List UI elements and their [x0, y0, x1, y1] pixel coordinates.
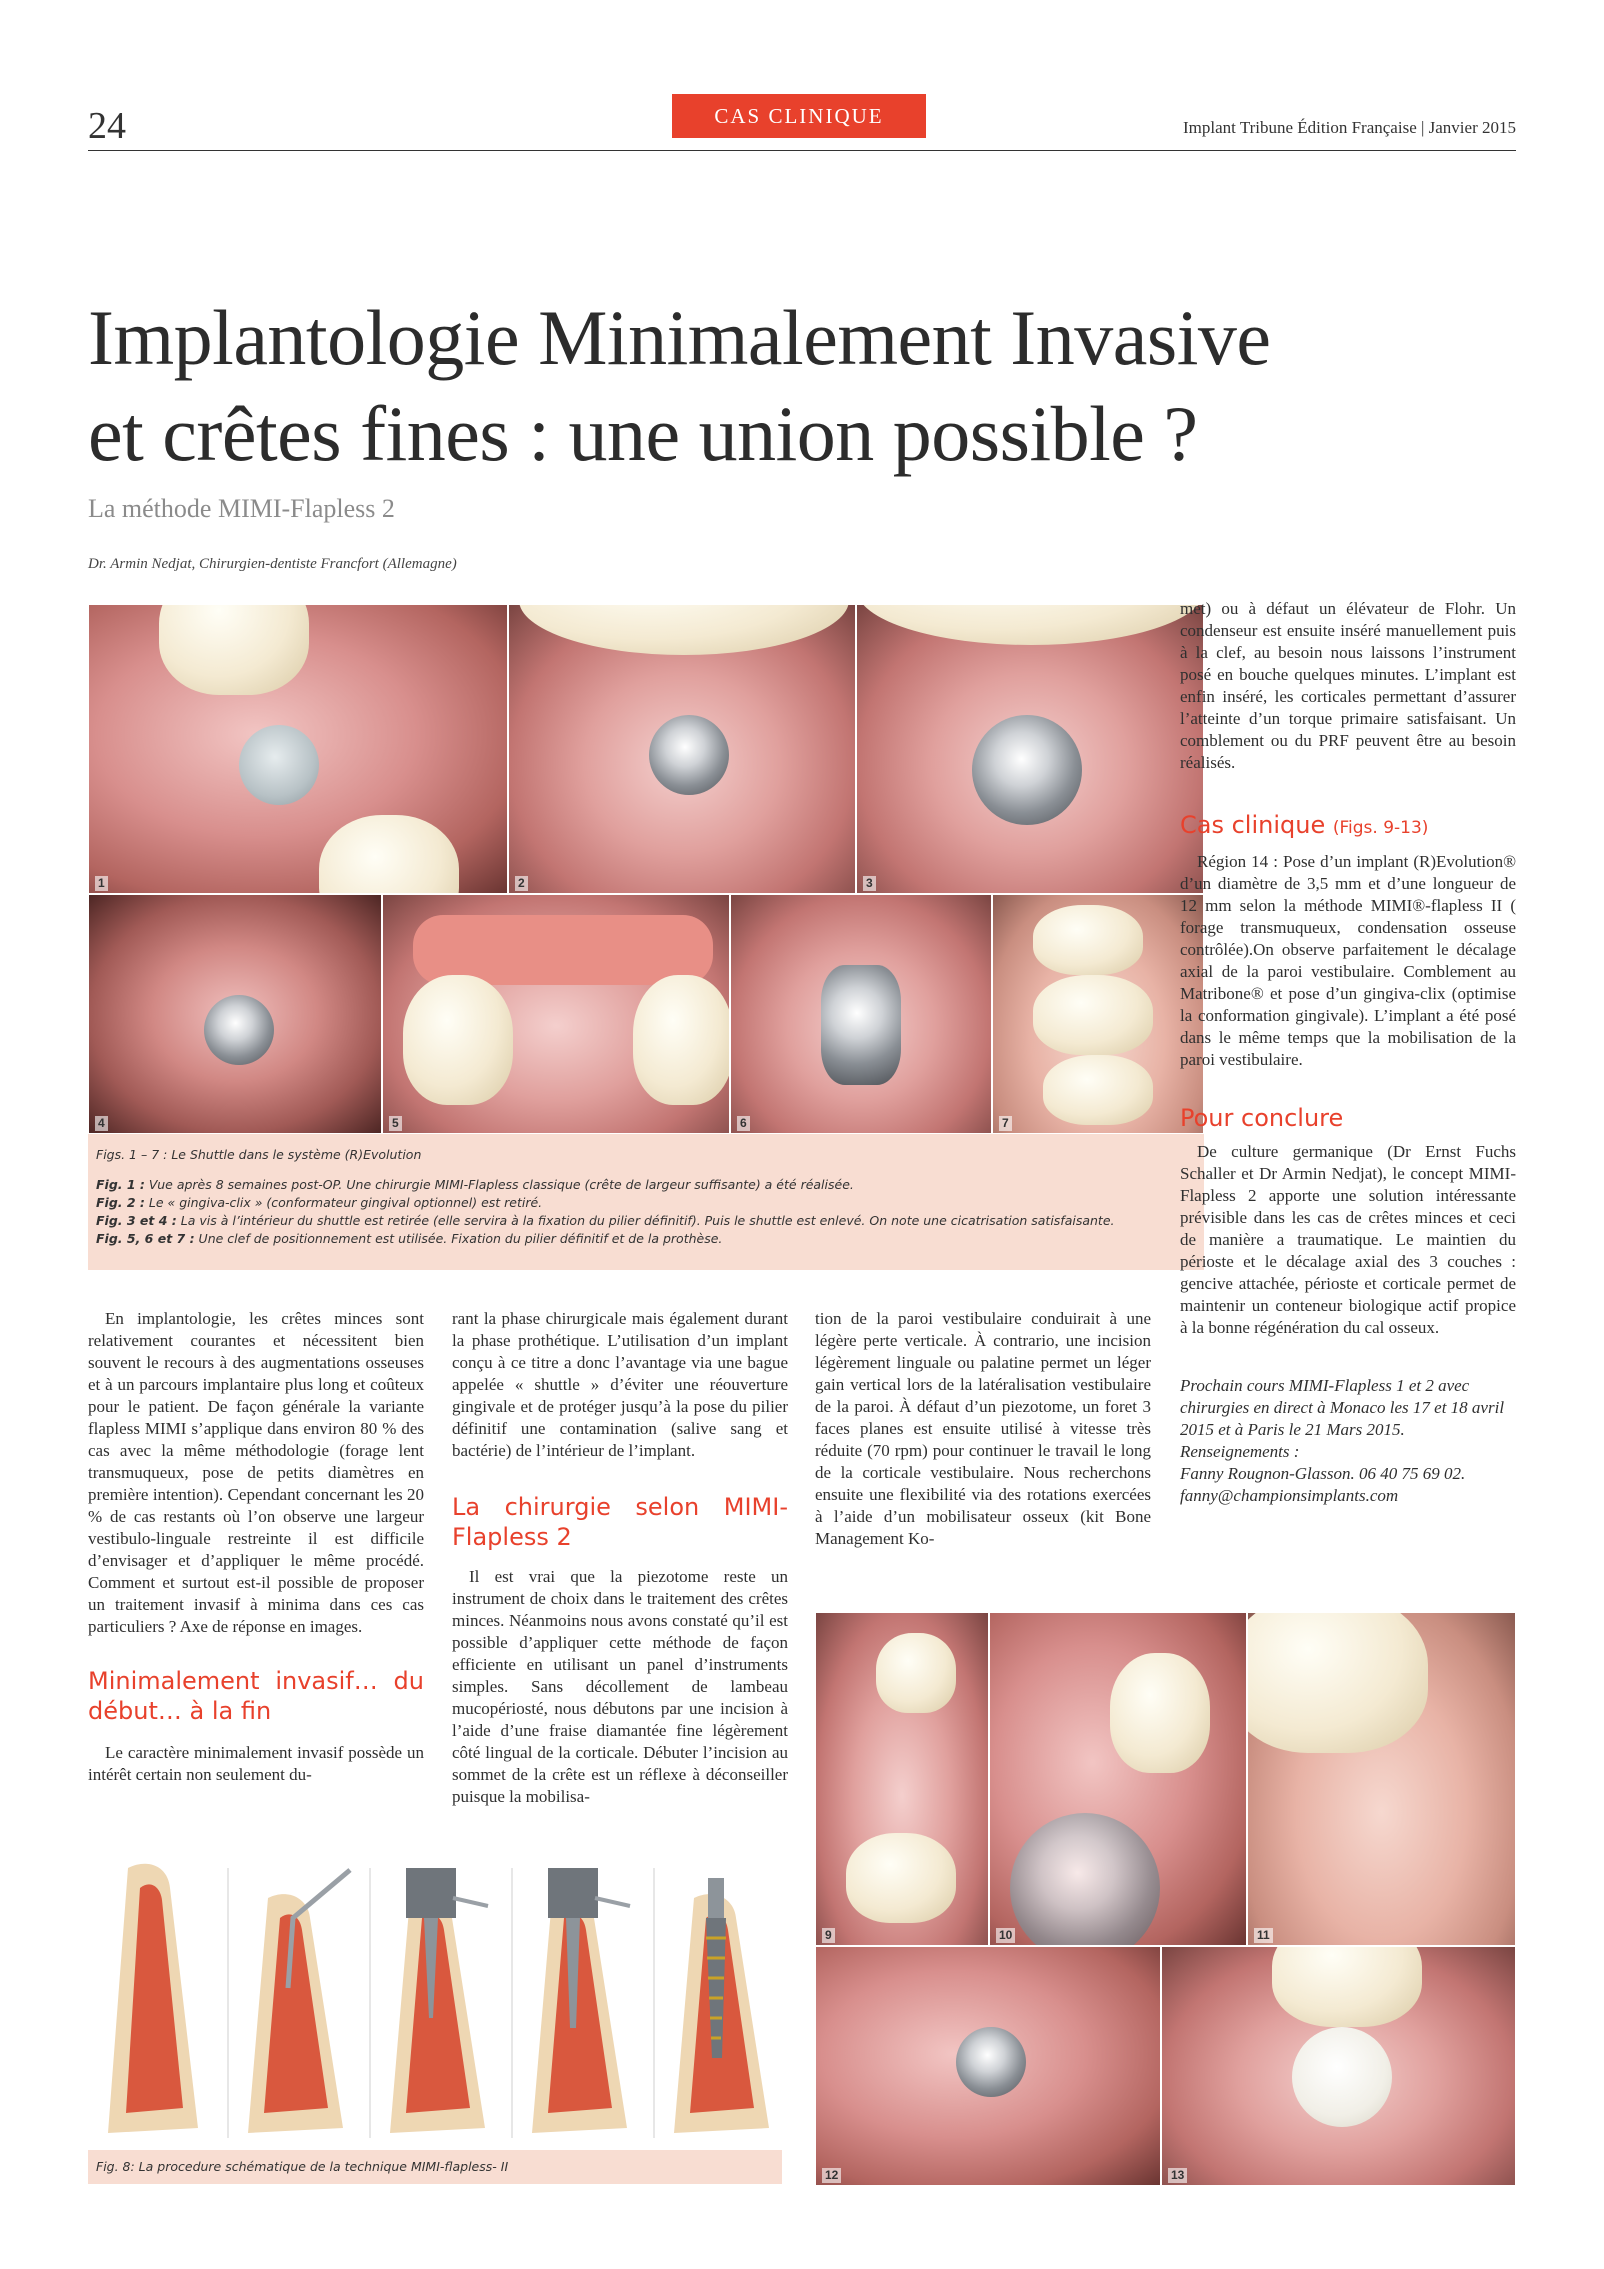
paragraph: Il est vrai que la piezotome reste un instrument de choix dans le traitement des crêtes minces. Néanmoins nous avons constaté qu’il est possible d’appliquer cette méthode de façon efficiente en utilisant un panel d’instruments simples. Sans décollement de lambeau mucopériosté, nous débutons par une incision à l’aide d’une fraise diamantée fine légèrement côté lingual de la corticale. Débuter l’incision au sommet de la crête est un réflexe à déconseiller puisque la mobilisa- — [452, 1567, 788, 1806]
figure-12-photo — [815, 1946, 1161, 2186]
paragraph: Le caractère minimalement invasif possède un intérêt certain non seulement du- — [88, 1743, 424, 1784]
info-line: Renseignements : — [1180, 1442, 1300, 1461]
paragraph: met) ou à défaut un élévateur de Flohr. Un condenseur est ensuite inséré manuellement puis à la clef, au besoin nous laissons l’instrument posé en bouche quelques minutes. L’implant est enfin inséré, les corticales permettant d’assurer l’atteinte d’un torque primaire satisfaisant. Un comblement ou du PRF peuvent être au besoin réalisés. — [1180, 599, 1516, 772]
info-line: Prochain cours MIMI-Flapless 1 et 2 avec chirurgies en direct à Monaco les 17 et 18 avril 2015 et à Paris le 21 Mars 2015. — [1180, 1376, 1505, 1439]
caption-line: Fig. 1 : Vue après 8 semaines post-OP. Une chirurgie MIMI-Flapless classique (crête de largeur suffisante) a été réalisée. — [96, 1177, 854, 1192]
figure-label: 13 — [1168, 2168, 1187, 2183]
course-info — [1180, 1375, 1516, 1507]
title-line-1: Implantologie Minimalement Invasive — [88, 294, 1271, 381]
heading-minimalement: Minimalement invasif… du début… à la fin — [88, 1667, 424, 1725]
caption-line: Fig. 2 : Le « gingiva-clix » (conformateur gingival optionnel) est retiré. — [96, 1195, 543, 1210]
schematic-drawing — [88, 1858, 782, 2150]
figure-9-photo — [815, 1612, 989, 1946]
column-3 — [815, 1308, 1151, 1550]
figure-4-photo — [88, 894, 382, 1134]
column-2 — [452, 1308, 788, 1808]
figure-1-photo — [88, 604, 508, 894]
bone-section-4 — [532, 1868, 630, 2133]
paragraph: tion de la paroi vestibulaire conduirait à une légère perte verticale. À contrario, une incision légèrement linguale ou palatine permet un léger gain vertical lors de la latéralisation vestibulaire de la paroi. À défaut d’un piezotome, un foret 3 faces planes est ensuite utilisé à vitesse très réduite (70 rpm) pour continuer le travail le long de la corticale vestibulaire. Nous recherchons ensuite une flexibilité via des rotations exercées à l’aide d’un mobilisateur osseux (kit Bone Management Ko- — [815, 1309, 1151, 1548]
page-number: 24 — [88, 105, 126, 147]
figure-11-photo — [1247, 1612, 1516, 1946]
figure-label: 2 — [515, 876, 528, 891]
section-tag: CAS CLINIQUE — [672, 94, 926, 138]
figure-8-schematic — [88, 1858, 782, 2150]
paragraph: rant la phase chirurgicale mais également durant la phase prothétique. L’utilisation d’un implant conçu à ce titre a donc l’avantage via une bague appelée « shuttle » d’éviter une réouverture gingivale et de protéger jusqu’à la pose du pilier définitif une contamination (salive sang et bactérie) de l’intérieur de l’implant. — [452, 1309, 788, 1460]
caption-line: Fig. 5, 6 et 7 : Une clef de positionnement est utilisée. Fixation du pilier définitif et de la prothèse. — [96, 1231, 723, 1246]
figure-label: 9 — [822, 1928, 835, 1943]
article-subtitle: La méthode MIMI-Flapless 2 — [88, 494, 395, 523]
figure-label: 5 — [389, 1116, 402, 1131]
figure-label: 12 — [822, 2168, 841, 2183]
column-4 — [1180, 598, 1516, 1507]
figure-label: 11 — [1254, 1928, 1273, 1943]
bone-section-1 — [108, 1864, 198, 2133]
figure-6-photo — [730, 894, 992, 1134]
figure-8-caption: Fig. 8: La procedure schématique de la technique MIMI-flapless- II — [88, 2150, 782, 2184]
paragraph: Région 14 : Pose d’un implant (R)Evolution® d’un diamètre de 3,5 mm et d’une longueur de 12 mm selon la méthode MIMI®-flapless II ( forage transmuqueux, condensation osseuse contrôlée).On observe parfaitement le décalage axial de la paroi vestibulaire. Comblement au Matribone® et pose d’un gingiva-clix (optimise la conformation gingivale). L’implant a été posé dans le même temps que la mobilisation de la paroi vestibulaire. — [1180, 852, 1516, 1069]
article-author: Dr. Armin Nedjat, Chirurgien-dentiste Francfort (Allemagne) — [88, 556, 457, 572]
figure-13-photo — [1161, 1946, 1516, 2186]
figure-label: 7 — [999, 1116, 1012, 1131]
title-line-2: et crêtes fines : une union possible ? — [88, 390, 1198, 477]
bone-section-3 — [390, 1868, 488, 2133]
caption-line: Fig. 3 et 4 : La vis à l’intérieur du shuttle est retirée (elle servira à la fixation du pilier définitif). Puis le shuttle est enlevé. On note une cicatrisation satisfaisante. — [96, 1213, 1115, 1228]
figure-label: 6 — [737, 1116, 750, 1131]
figure-label: 1 — [95, 876, 108, 891]
info-line: Fanny Rougnon-Glasson. 06 40 75 69 02. — [1180, 1464, 1466, 1483]
figure-5-photo — [382, 894, 730, 1134]
column-1 — [88, 1308, 424, 1786]
figure-label: 3 — [863, 876, 876, 891]
heading-pour-conclure: Pour conclure — [1180, 1104, 1344, 1132]
bone-section-5 — [674, 1878, 769, 2133]
figures-1-7-caption — [88, 1134, 1204, 1270]
figure-3-photo — [856, 604, 1204, 894]
intro-paragraph: En implantologie, les crêtes minces sont relativement courantes et nécessitent bien souvent le recours à des augmentations osseuses et à un parcours implantaire plus long et coûteux pour le patient. De façon générale la variante flapless MIMI s’applique dans environ 80 % des cas avec la même méthodologie (forage lent transmuqueux, pose de petits diamètres en première intention). Cependant concernant les 20 % de cas restants où l’on observe une largeur vestibulo-linguale restreinte il est difficile d’envisager et d’appliquer le même procédé. Comment et surtout est-il possible de proposer un traitement invasif à minima dans ces cas particuliers ? Axe de réponse en images. — [88, 1309, 424, 1636]
paragraph: De culture germanique (Dr Ernst Fuchs Schaller et Dr Armin Nedjat), le concept MIMI-Flapless 2 apporte une solution intéressante prévisible dans les cas de crêtes minces et ceci de manière a traumatique. Le maintien du périoste et le décalage axial des 3 couches : gencive attachée, périoste et corticale permet de maintenir un conteneur biologique actif propice à la bonne régénération du cal osseux. — [1180, 1142, 1516, 1337]
info-line: fanny@championsimplants.com — [1180, 1486, 1399, 1505]
figure-label: 4 — [95, 1116, 108, 1131]
figure-2-photo — [508, 604, 856, 894]
caption-title: Figs. 1 – 7 : Le Shuttle dans le système (R)Evolution — [96, 1147, 422, 1162]
figure-7-photo — [992, 894, 1204, 1134]
bone-section-2 — [248, 1870, 350, 2133]
article-title — [88, 290, 1528, 482]
heading-cas-clinique: Cas clinique (Figs. 9-13) — [1180, 811, 1429, 839]
publication-info: Implant Tribune Édition Française | Janvier 2015 — [1183, 118, 1516, 137]
figure-label: 10 — [996, 1928, 1015, 1943]
heading-chirurgie: La chirurgie selon MIMI-Flapless 2 — [452, 1493, 788, 1551]
header-rule — [88, 150, 1516, 151]
figure-10-photo — [989, 1612, 1247, 1946]
